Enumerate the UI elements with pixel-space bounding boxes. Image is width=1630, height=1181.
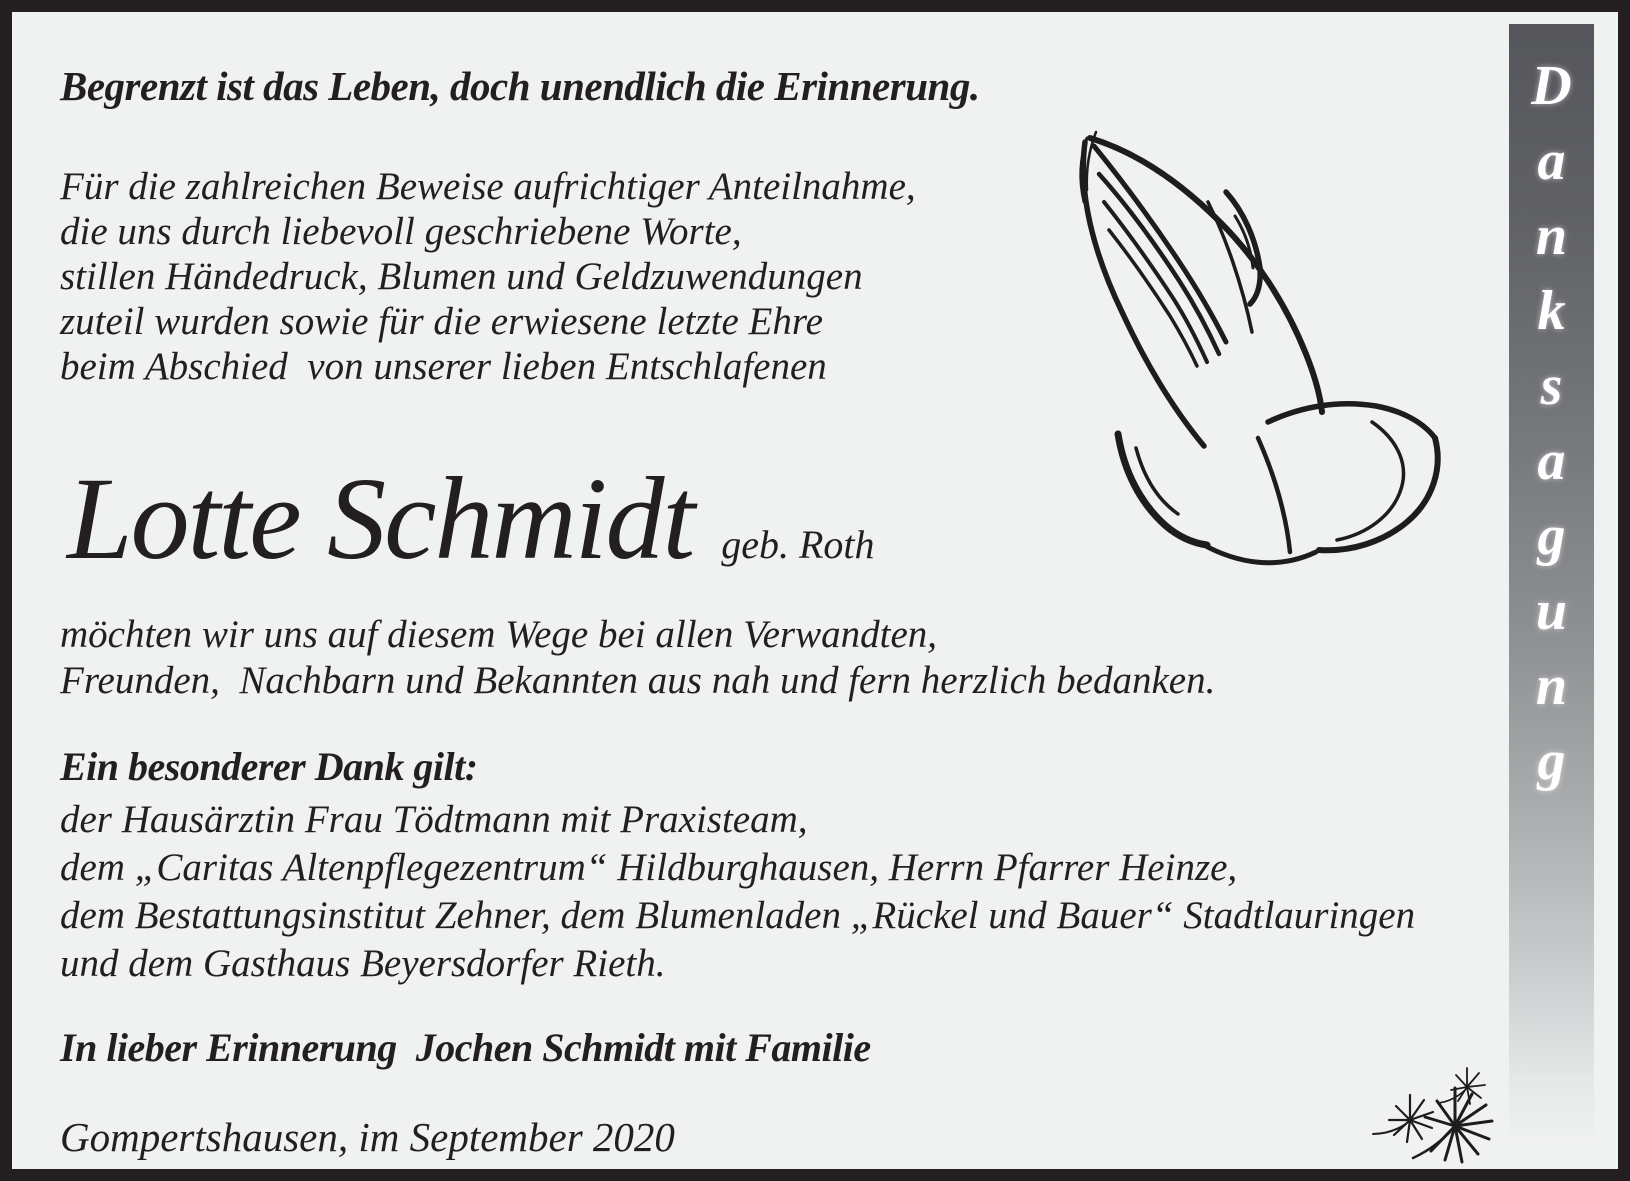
special-thanks-line: dem „Caritas Altenpflegezentrum“ Hildburghausen, Herrn Pfarrer Heinze, bbox=[60, 846, 1238, 889]
banner-letter: g bbox=[1537, 504, 1566, 567]
place-date-line: Gompertshausen, im September 2020 bbox=[60, 1114, 675, 1160]
intro-paragraph bbox=[60, 164, 916, 389]
special-thanks-heading: Ein besonderer Dank gilt: bbox=[60, 744, 478, 789]
dandelion-seeds-icon bbox=[1362, 1042, 1522, 1181]
intro-line: Für die zahlreichen Beweise aufrichtiger Anteilnahme, bbox=[60, 165, 916, 208]
closing-line: In lieber Erinnerung Jochen Schmidt mit Familie bbox=[60, 1025, 871, 1070]
thanks-line: möchten wir uns auf diesem Wege bei allen Verwandten, bbox=[60, 613, 938, 656]
special-thanks-line: dem Bestattungsinstitut Zehner, dem Blumenladen „Rückel und Bauer“ Stadtlauringen bbox=[60, 894, 1416, 937]
banner-letter: D bbox=[1531, 54, 1572, 117]
special-thanks-line: der Hausärztin Frau Tödtmann mit Praxisteam, bbox=[60, 798, 808, 841]
deceased-name: Lotte Schmidt bbox=[67, 453, 694, 584]
intro-line: die uns durch liebevoll geschriebene Worte, bbox=[60, 210, 742, 253]
banner-letter: a bbox=[1537, 129, 1566, 192]
thanks-paragraph bbox=[60, 612, 1215, 704]
banner-letter: n bbox=[1535, 654, 1568, 717]
danksagung-banner bbox=[1509, 24, 1594, 1147]
banner-letter: u bbox=[1535, 579, 1568, 642]
banner-letter: g bbox=[1537, 729, 1566, 792]
banner-letter: k bbox=[1537, 279, 1566, 342]
banner-letter: s bbox=[1540, 354, 1563, 417]
special-thanks-paragraph bbox=[60, 796, 1415, 988]
special-thanks-line: und dem Gasthaus Beyersdorfer Rieth. bbox=[60, 942, 666, 985]
banner-letter: a bbox=[1537, 429, 1566, 492]
thanks-line: Freunden, Nachbarn und Bekannten aus nah und fern herzlich bedanken. bbox=[60, 659, 1216, 702]
intro-line: zuteil wurden sowie für die erwiesene letzte Ehre bbox=[60, 300, 823, 343]
maiden-name: geb. Roth bbox=[721, 522, 875, 567]
praying-hands-icon bbox=[1002, 92, 1442, 592]
intro-line: beim Abschied von unserer lieben Entschlafenen bbox=[60, 345, 827, 388]
banner-letter: n bbox=[1535, 204, 1568, 267]
intro-line: stillen Händedruck, Blumen und Geldzuwendungen bbox=[60, 255, 863, 298]
name-row bbox=[67, 453, 875, 584]
quote-line: Begrenzt ist das Leben, doch unendlich die Erinnerung. bbox=[60, 63, 980, 109]
